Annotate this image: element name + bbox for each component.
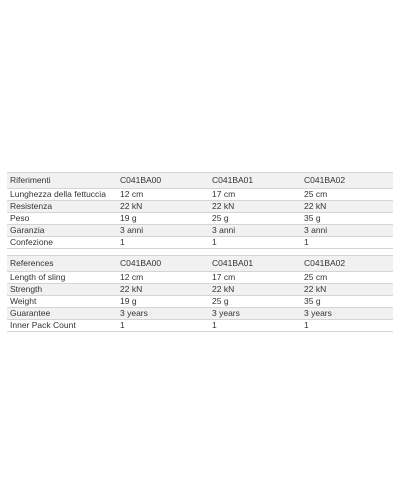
row-label: Inner Pack Count xyxy=(7,320,117,332)
table-cell: 1 xyxy=(117,320,209,332)
table-cell: 22 kN xyxy=(301,284,393,296)
table-cell: 22 kN xyxy=(209,201,301,213)
row-label: Garanzia xyxy=(7,225,117,237)
table-cell: 35 g xyxy=(301,213,393,225)
row-label: Strength xyxy=(7,284,117,296)
header-cell: C041BA00 xyxy=(117,256,209,272)
table-cell: 1 xyxy=(301,320,393,332)
table-row xyxy=(7,296,393,308)
table-cell: 12 cm xyxy=(117,272,209,284)
table-cell: 25 g xyxy=(209,296,301,308)
table-cell: 22 kN xyxy=(209,284,301,296)
table-row xyxy=(7,320,393,332)
table-cell: 17 cm xyxy=(209,189,301,201)
table-row xyxy=(7,213,393,225)
spec-table-english xyxy=(7,255,393,332)
table-row xyxy=(7,189,393,201)
row-label: Length of sling xyxy=(7,272,117,284)
table-cell: 1 xyxy=(209,237,301,249)
table-cell: 3 years xyxy=(117,308,209,320)
table-cell: 22 kN xyxy=(301,201,393,213)
header-cell: Riferimenti xyxy=(7,173,117,189)
table-cell: 25 g xyxy=(209,213,301,225)
table-cell: 1 xyxy=(117,237,209,249)
table-row xyxy=(7,272,393,284)
header-cell: C041BA01 xyxy=(209,173,301,189)
table-row xyxy=(7,201,393,213)
table-cell: 25 cm xyxy=(301,272,393,284)
table-cell: 19 g xyxy=(117,296,209,308)
table-row xyxy=(7,225,393,237)
header-cell: References xyxy=(7,256,117,272)
header-cell: C041BA02 xyxy=(301,173,393,189)
table-cell: 35 g xyxy=(301,296,393,308)
spec-table-italian xyxy=(7,172,393,249)
row-label: Guarantee xyxy=(7,308,117,320)
table-row xyxy=(7,284,393,296)
table-cell: 3 anni xyxy=(301,225,393,237)
table-cell: 19 g xyxy=(117,213,209,225)
row-label: Weight xyxy=(7,296,117,308)
table-header-row xyxy=(7,256,393,272)
table-cell: 17 cm xyxy=(209,272,301,284)
table-cell: 3 years xyxy=(209,308,301,320)
row-label: Resistenza xyxy=(7,201,117,213)
table-cell: 3 anni xyxy=(117,225,209,237)
row-label: Lunghezza della fettuccia xyxy=(7,189,117,201)
row-label: Peso xyxy=(7,213,117,225)
table-cell: 3 anni xyxy=(209,225,301,237)
table-cell: 22 kN xyxy=(117,284,209,296)
table-cell: 25 cm xyxy=(301,189,393,201)
table-cell: 1 xyxy=(301,237,393,249)
header-cell: C041BA00 xyxy=(117,173,209,189)
header-cell: C041BA01 xyxy=(209,256,301,272)
table-header-row xyxy=(7,173,393,189)
table-cell: 22 kN xyxy=(117,201,209,213)
table-row xyxy=(7,237,393,249)
header-cell: C041BA02 xyxy=(301,256,393,272)
table-row xyxy=(7,308,393,320)
row-label: Confezione xyxy=(7,237,117,249)
table-cell: 1 xyxy=(209,320,301,332)
table-cell: 12 cm xyxy=(117,189,209,201)
table-cell: 3 years xyxy=(301,308,393,320)
